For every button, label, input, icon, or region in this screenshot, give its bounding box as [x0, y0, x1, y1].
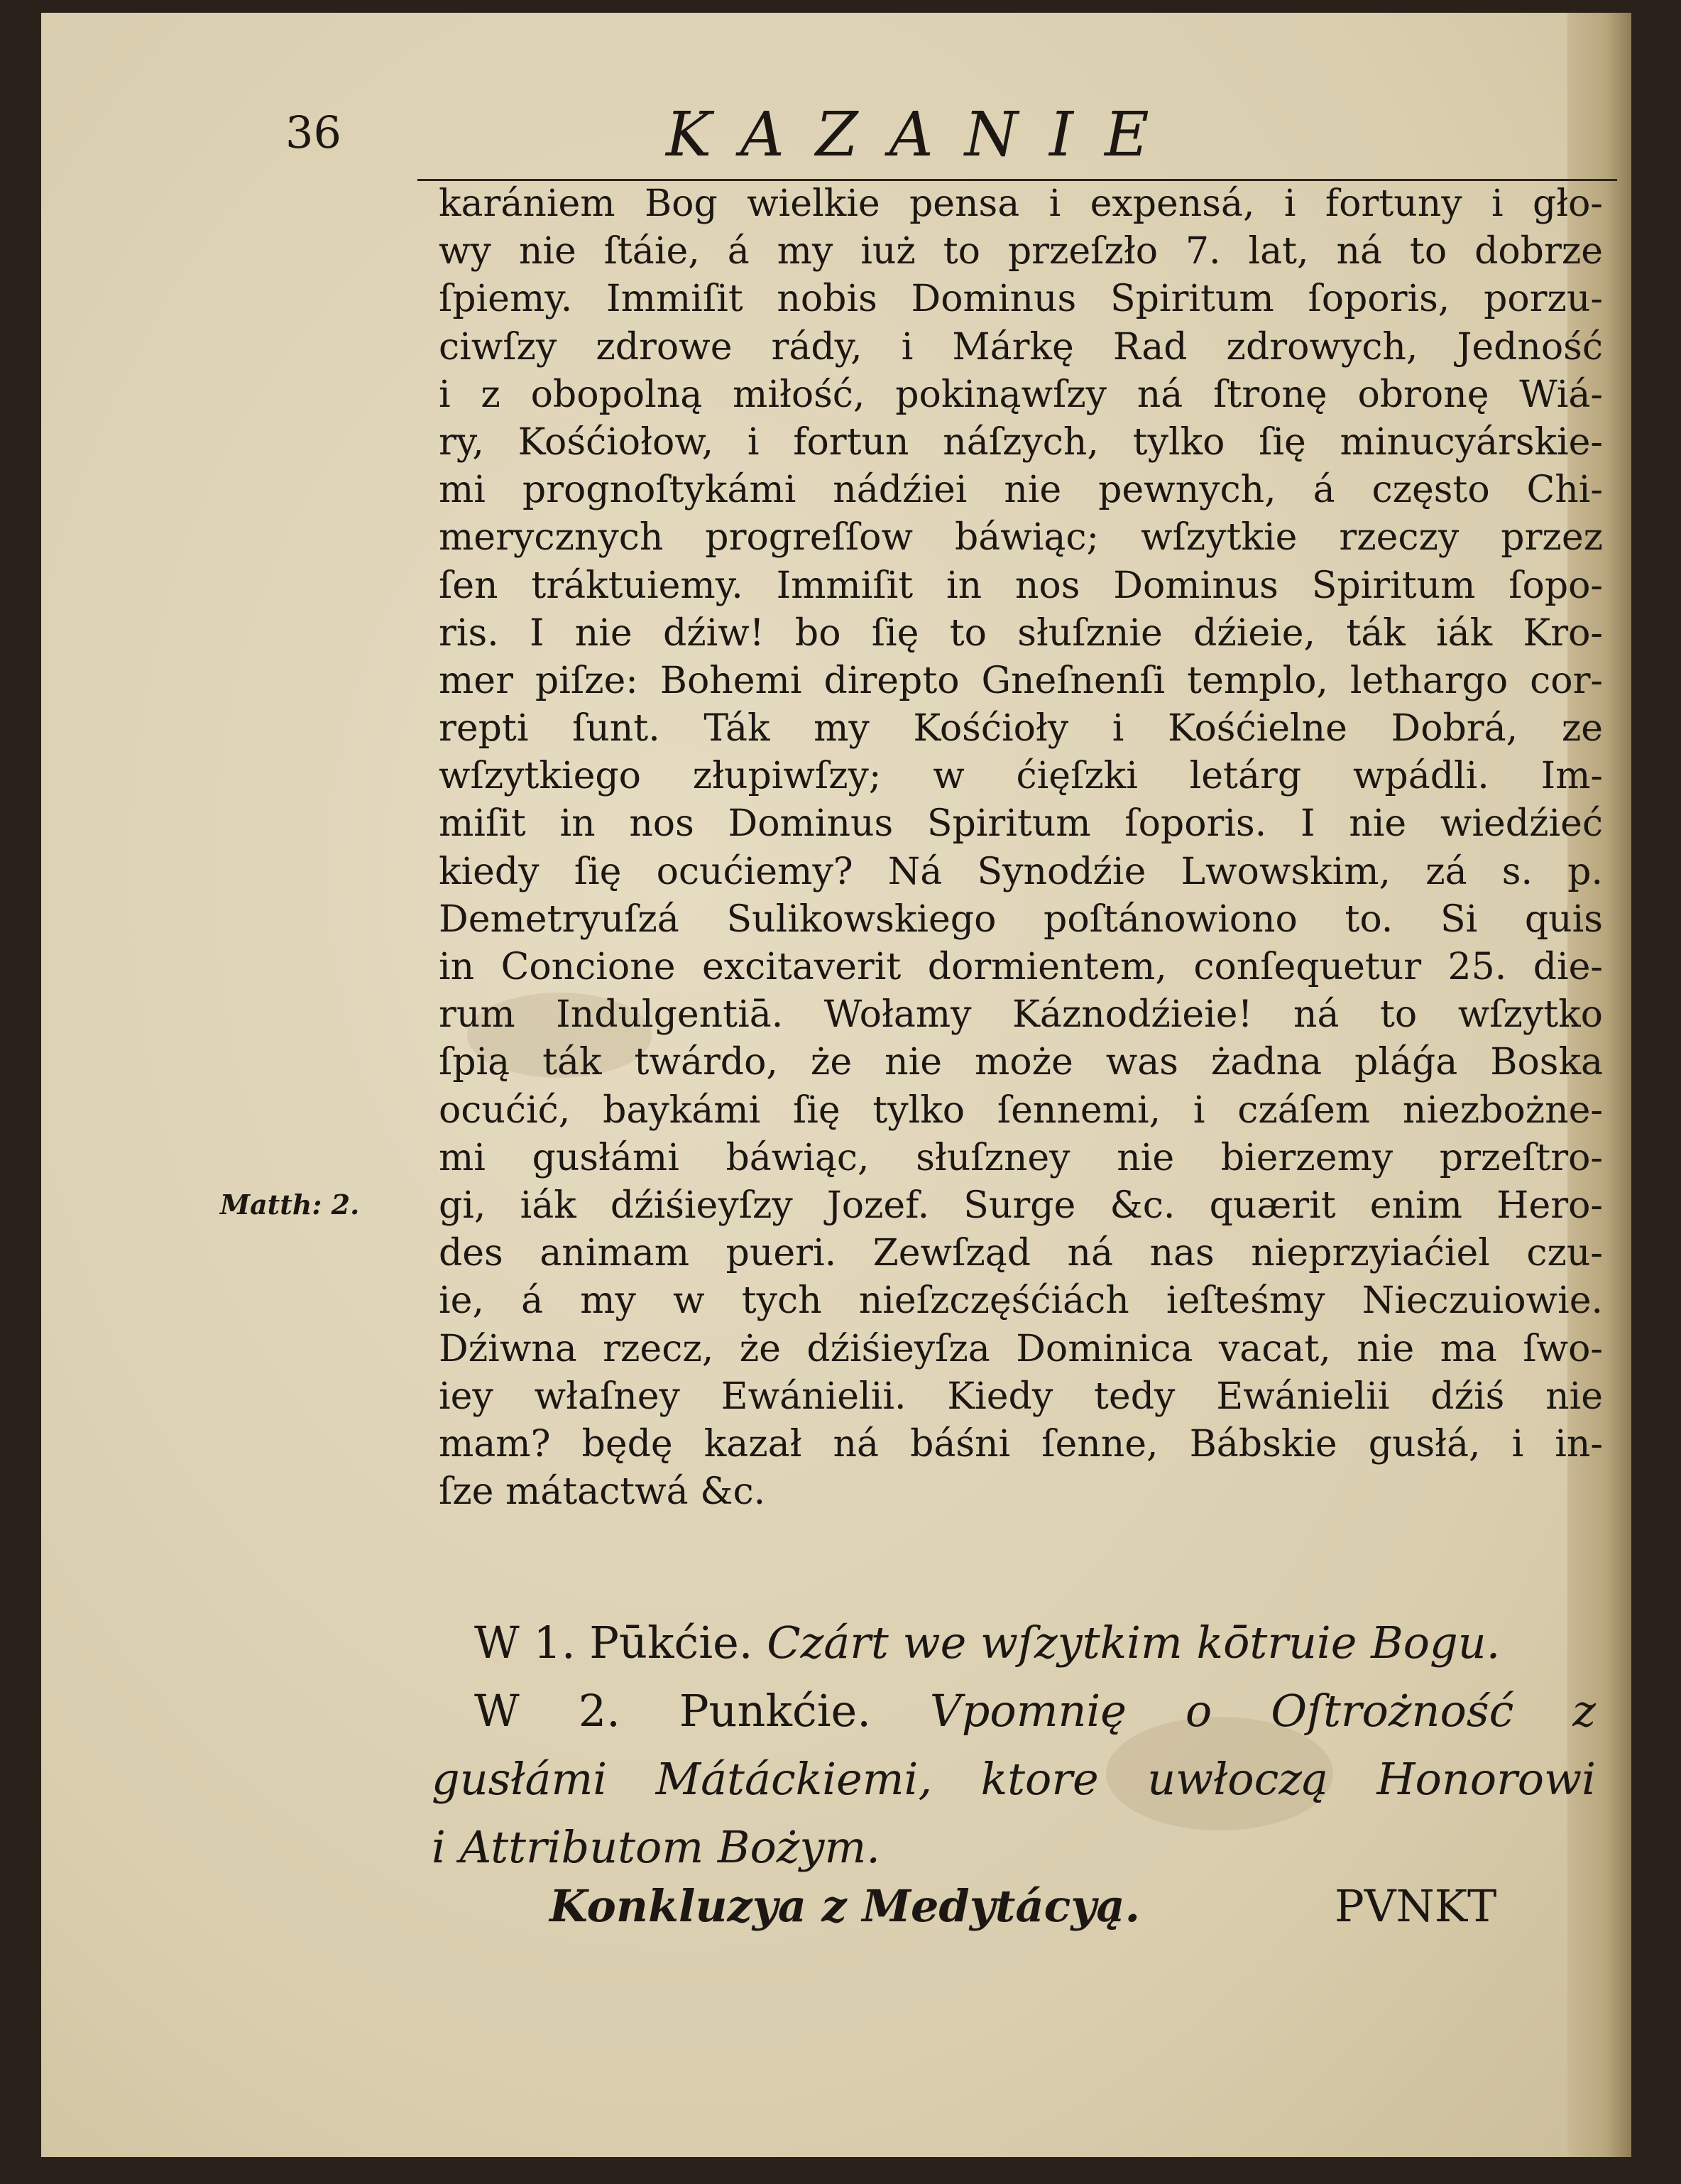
point-label: W 2. Punkćie.: [474, 1685, 871, 1737]
point-line: [432, 1813, 1596, 1882]
text-line: ſpią ták twárdo, że nie może was żadna pláǵa Boska: [439, 1041, 1603, 1084]
text-line: in Concione excitaverit dormientem, conſequetur 25. die-: [439, 946, 1603, 988]
point-line: [474, 1609, 1596, 1677]
text-line: i z obopolną miłość, pokinąwſzy ná ſtronę obronę Wiá-: [439, 373, 1603, 416]
point-text: gusłámi Mátáckiemi, ktore uwłoczą Honorowi: [432, 1753, 1596, 1805]
page-header: [41, 99, 1631, 185]
catchword: PVNKT: [1335, 1880, 1497, 1932]
sermon-points: [432, 1609, 1596, 1882]
text-line: wſzytkiego złupiwſzy; w ćięſzki letárg wpádli. Im-: [439, 755, 1603, 798]
text-line: kiedy ſię ocućiemy? Ná Synodźie Lwowskim, zá s. p.: [439, 850, 1603, 893]
text-line: karániem Bog wielkie pensa i expensá, i fortuny i gło-: [439, 182, 1603, 225]
body-text: [439, 180, 1603, 1516]
point-text: i Attributom Bożym.: [432, 1821, 880, 1873]
text-line: Dźiwna rzecz, że dźiśieyſza Dominica vacat, nie ma ſwo-: [439, 1327, 1603, 1370]
text-line: mam? będę kazał ná báśni ſenne, Bábskie gusłá, i in-: [439, 1422, 1603, 1465]
text-line: mer piſze: Bohemi direpto Gneſnenſi templo, lethargo cor-: [439, 659, 1603, 702]
text-line: ſze mátactwá &c.: [439, 1470, 766, 1514]
running-title: KAZANIE: [666, 99, 1181, 170]
text-line: ie, á my w tych nieſzczęśćiách ieſteśmy Nieczuiowie.: [439, 1279, 1603, 1323]
book-page: [41, 13, 1631, 2157]
margin-note: Matth: 2.: [220, 1189, 360, 1221]
text-line: gi, iák dźiśieyſzy Jozef. Surge &c. quærit enim Hero-: [439, 1184, 1603, 1227]
text-line: des animam pueri. Zewſząd ná nas nieprzyiaćiel czu-: [439, 1232, 1603, 1275]
text-line: ſpiemy. Immiſit nobis Dominus Spiritum ſoporis, porzu-: [439, 278, 1603, 321]
text-line: Demetryuſzá Sulikowskiego poſtánowiono to. Si quis: [439, 897, 1603, 941]
text-line: miſit in nos Dominus Spiritum ſoporis. I nie wiedźieć: [439, 802, 1603, 846]
page-number: 36: [285, 107, 341, 158]
text-line: wy nie ſtáie, á my iuż to przeſzło 7. lat, ná to dobrze: [439, 230, 1603, 273]
text-line: mi gusłámi báwiąc, słuſzney nie bierzemy przeſtro-: [439, 1136, 1603, 1179]
text-line: merycznych progreſſow báwiąc; wſzytkie rzeczy przez: [439, 516, 1603, 559]
text-line: ris. I nie dźiw! bo ſię to słuſznie dźieie, ták iák Kro-: [439, 611, 1603, 655]
text-line: repti ſunt. Ták my Kośćioły i Kośćielne Dobrá, ze: [439, 707, 1603, 750]
point-line: [432, 1745, 1596, 1813]
point-text: Vpomnię o Oſtrożność z: [929, 1685, 1596, 1737]
text-line: ciwſzy zdrowe rády, i Márkę Rad zdrowych, Jedność: [439, 325, 1603, 368]
text-line: ry, Kośćiołow, i fortun náſzych, tylko ſię minucyárskie-: [439, 420, 1603, 464]
text-line: mi prognoſtykámi nádźiei nie pewnych, á często Chi-: [439, 469, 1603, 512]
point-label: W 1. Pūkćie.: [474, 1617, 753, 1669]
conclusion-heading: Konkluzya z Medytácyą.: [549, 1880, 1141, 1932]
text-line: rum Indulgentiā. Wołamy Káznodźieie! ná to wſzytko: [439, 993, 1603, 1037]
text-line: ſen tráktuiemy. Immiſit in nos Dominus Spiritum ſopo-: [439, 564, 1603, 607]
text-line: iey właſney Ewánielii. Kiedy tedy Ewánielii dźiś nie: [439, 1375, 1603, 1418]
point-line: [474, 1677, 1596, 1745]
point-text: Czárt we wſzytkim kōtruie Bogu.: [767, 1617, 1501, 1669]
text-line: ocućić, baykámi ſię tylko ſennemi, i czáſem niezbożne-: [439, 1088, 1603, 1132]
